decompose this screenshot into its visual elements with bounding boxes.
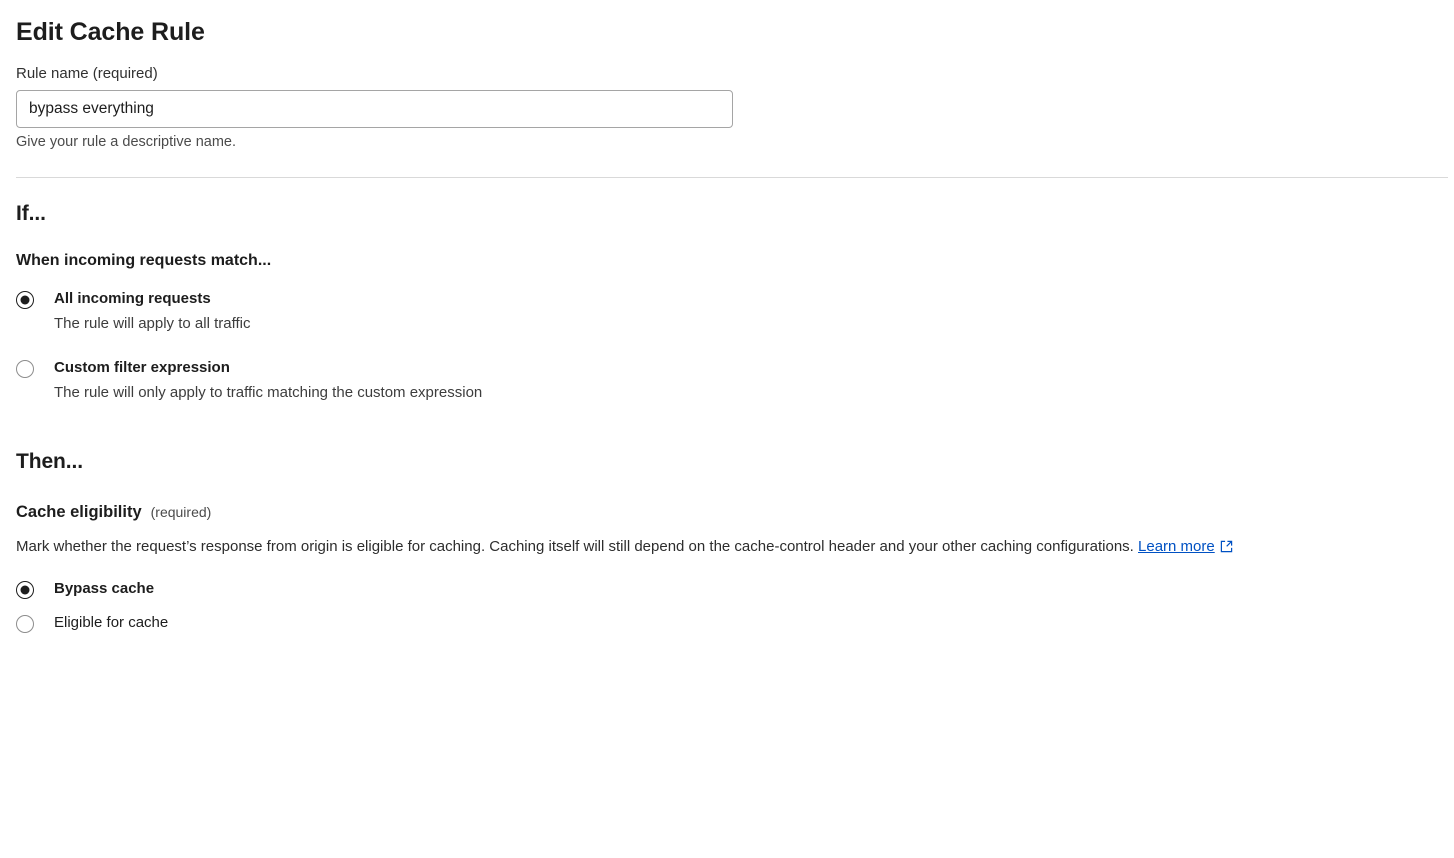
rule-name-label: Rule name (required) [16,65,158,82]
radio-title-custom-filter-expression: Custom filter expression [54,358,230,376]
if-section-heading: If... [16,202,46,225]
radio-desc-custom-filter-expression: The rule will only apply to traffic matching the custom expression [54,383,483,401]
rule-name-help: Give your rule a descriptive name. [16,134,237,150]
radio-option-bypass-cache[interactable] [16,580,1438,599]
radio-text-all-incoming-requests [54,290,250,334]
external-link-icon[interactable] [1220,538,1233,560]
rule-name-input[interactable] [16,90,733,128]
radio-desc-all-incoming-requests: The rule will apply to all traffic [54,315,251,332]
if-section-subheading: When incoming requests match... [16,252,272,269]
incoming-requests-radio-group [16,290,1438,402]
radio-text-bypass-cache [54,580,154,598]
radio-text-eligible-for-cache [54,614,168,632]
radio-text-custom-filter-expression [54,359,482,403]
radio-icon-bypass-cache[interactable] [16,581,34,599]
radio-title-bypass-cache: Bypass cache [54,579,155,597]
cache-eligibility-required-note: (required) [150,504,212,520]
cache-eligibility-description-text: Mark whether the request’s response from origin is eligible for caching. Caching itself will still depend on the cache-control header and your other caching configurations. [16,538,1134,555]
radio-option-eligible-for-cache[interactable] [16,614,1438,633]
radio-title-eligible-for-cache: Eligible for cache [54,613,169,631]
cache-eligibility-title: Cache eligibility [16,503,142,521]
learn-more-link[interactable]: Learn more [1138,538,1215,555]
radio-title-all-incoming-requests: All incoming requests [54,290,211,307]
radio-icon-custom-filter-expression[interactable] [16,360,34,378]
section-divider [16,177,1448,178]
cache-eligibility-header [16,503,1438,522]
radio-icon-eligible-for-cache[interactable] [16,615,34,633]
radio-icon-all-incoming-requests[interactable] [16,291,34,309]
page-title: Edit Cache Rule [16,18,205,46]
radio-option-custom-filter-expression[interactable] [16,359,1438,403]
cache-eligibility-radio-group [16,580,1438,633]
then-section-heading: Then... [16,450,83,473]
radio-option-all-incoming-requests[interactable] [16,290,1438,334]
cache-eligibility-description [16,536,1436,560]
